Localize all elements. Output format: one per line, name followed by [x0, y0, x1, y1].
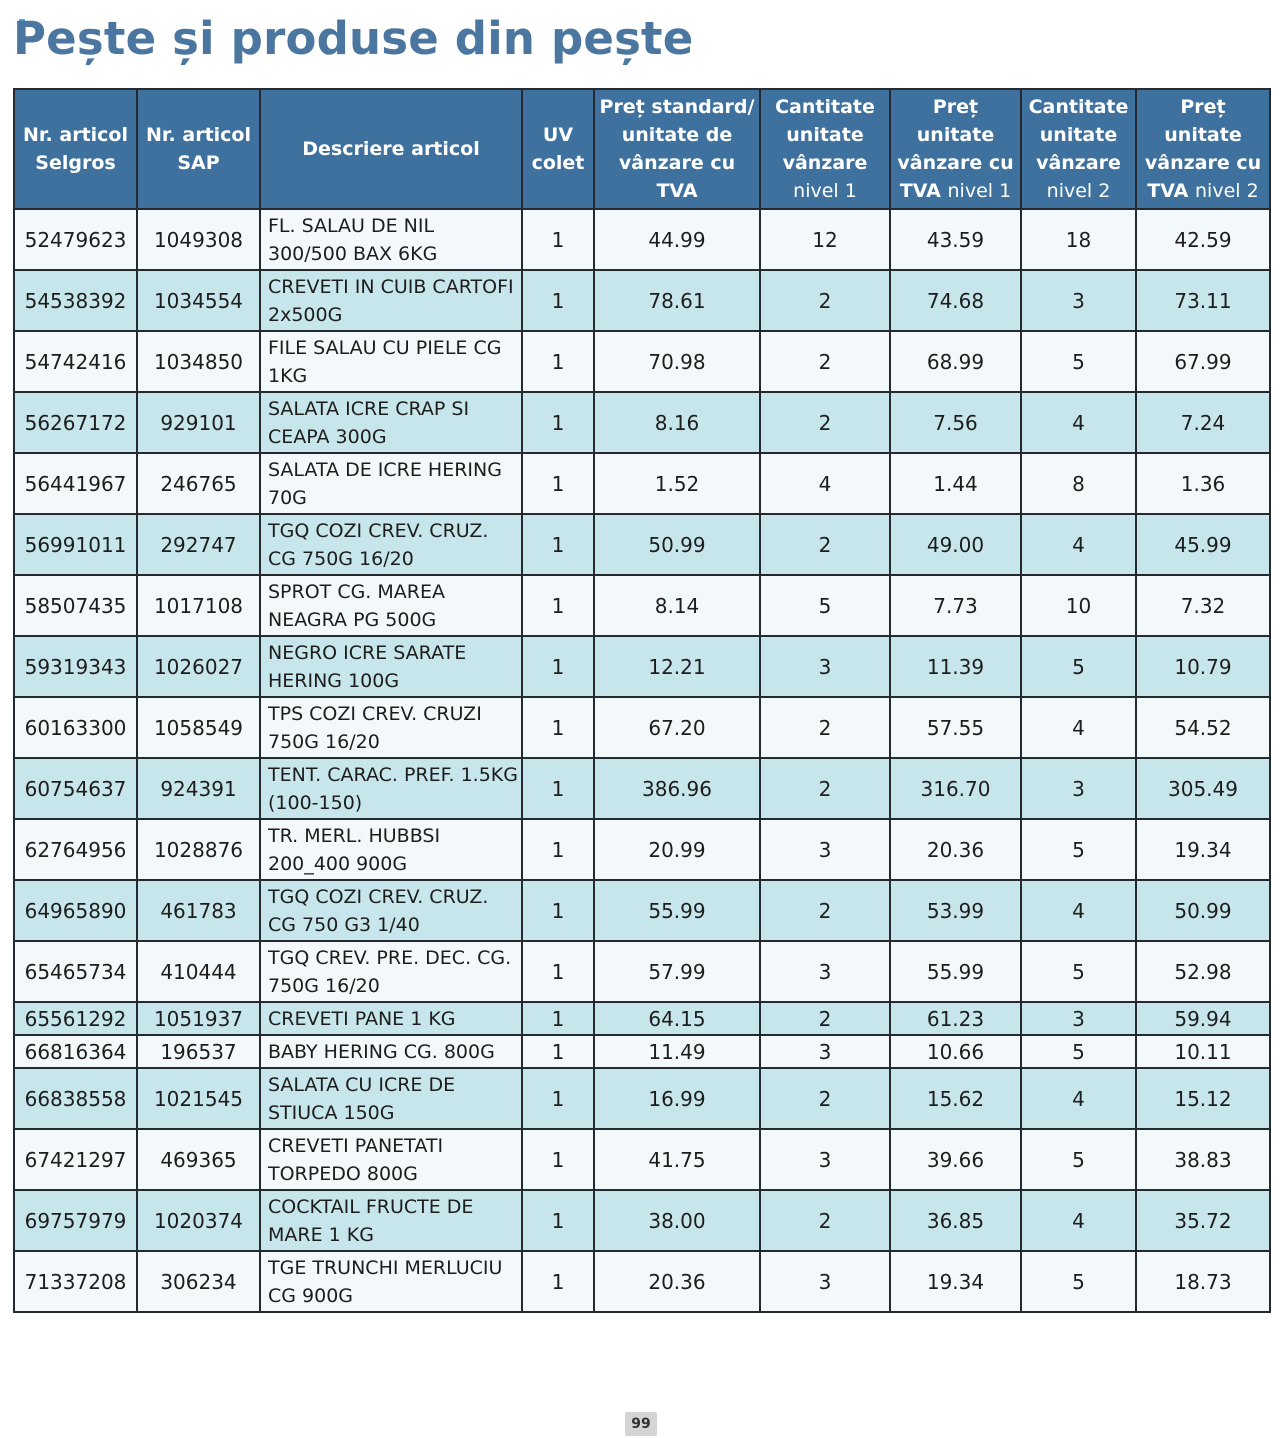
cell-description: SPROT CG. MAREA NEAGRA PG 500G	[260, 575, 522, 636]
cell-sap-id: 461783	[137, 880, 260, 941]
cell-price-level-2: 15.12	[1136, 1068, 1270, 1129]
cell-standard-price: 8.16	[594, 392, 760, 453]
cell-selgros-id: 56267172	[14, 392, 137, 453]
cell-price-level-2: 18.73	[1136, 1251, 1270, 1312]
cell-qty-level-2: 3	[1021, 1002, 1136, 1035]
cell-qty-level-2: 3	[1021, 758, 1136, 819]
cell-standard-price: 12.21	[594, 636, 760, 697]
cell-price-level-1: 61.23	[890, 1002, 1021, 1035]
cell-description: FILE SALAU CU PIELE CG 1KG	[260, 331, 522, 392]
header-selgros-id	[14, 89, 137, 209]
cell-sap-id: 1034554	[137, 270, 260, 331]
header-label: Nr. articol Selgros	[22, 124, 128, 174]
cell-uv-colet: 1	[522, 1190, 594, 1251]
table-row	[14, 1035, 1270, 1068]
cell-price-level-2: 67.99	[1136, 331, 1270, 392]
cell-standard-price: 38.00	[594, 1190, 760, 1251]
cell-qty-level-1: 2	[760, 331, 890, 392]
cell-uv-colet: 1	[522, 514, 594, 575]
table-row	[14, 941, 1270, 1002]
cell-price-level-2: 38.83	[1136, 1129, 1270, 1190]
cell-price-level-2: 10.11	[1136, 1035, 1270, 1068]
cell-uv-colet: 1	[522, 758, 594, 819]
page-number: 99	[625, 1412, 657, 1436]
cell-price-level-1: 53.99	[890, 880, 1021, 941]
cell-standard-price: 44.99	[594, 209, 760, 270]
cell-qty-level-2: 5	[1021, 636, 1136, 697]
cell-selgros-id: 65465734	[14, 941, 137, 1002]
cell-standard-price: 57.99	[594, 941, 760, 1002]
cell-sap-id: 306234	[137, 1251, 260, 1312]
cell-selgros-id: 60754637	[14, 758, 137, 819]
header-qty-level-1	[760, 89, 890, 209]
cell-description: BABY HERING CG. 800G	[260, 1035, 522, 1068]
cell-qty-level-1: 2	[760, 880, 890, 941]
header-label: UV colet	[531, 124, 585, 174]
table-row	[14, 697, 1270, 758]
cell-selgros-id: 66816364	[14, 1035, 137, 1068]
cell-price-level-2: 42.59	[1136, 209, 1270, 270]
cell-description: TPS COZI CREV. CRUZI 750G 16/20	[260, 697, 522, 758]
cell-qty-level-1: 2	[760, 1068, 890, 1129]
cell-uv-colet: 1	[522, 880, 594, 941]
cell-qty-level-2: 18	[1021, 209, 1136, 270]
header-sap-id	[137, 89, 260, 209]
cell-description: CREVETI IN CUIB CARTOFI 2x500G	[260, 270, 522, 331]
cell-uv-colet: 1	[522, 209, 594, 270]
cell-selgros-id: 58507435	[14, 575, 137, 636]
cell-qty-level-1: 3	[760, 1035, 890, 1068]
cell-qty-level-1: 2	[760, 697, 890, 758]
cell-qty-level-1: 3	[760, 1251, 890, 1312]
cell-uv-colet: 1	[522, 1035, 594, 1068]
table-row	[14, 1129, 1270, 1190]
cell-price-level-1: 49.00	[890, 514, 1021, 575]
cell-sap-id: 1051937	[137, 1002, 260, 1035]
header-level-label: nivel 2	[1046, 180, 1111, 202]
cell-sap-id: 1028876	[137, 819, 260, 880]
cell-sap-id: 469365	[137, 1129, 260, 1190]
header-uv-colet	[522, 89, 594, 209]
header-label: Preț standard/ unitate de vânzare cu TVA	[599, 96, 755, 202]
cell-qty-level-1: 3	[760, 941, 890, 1002]
cell-selgros-id: 54538392	[14, 270, 137, 331]
header-label: Preț unitate vânzare cu TVA	[897, 96, 1014, 202]
cell-price-level-2: 10.79	[1136, 636, 1270, 697]
cell-description: SALATA CU ICRE DE STIUCA 150G	[260, 1068, 522, 1129]
cell-qty-level-2: 4	[1021, 880, 1136, 941]
cell-qty-level-1: 2	[760, 758, 890, 819]
cell-qty-level-2: 5	[1021, 331, 1136, 392]
cell-price-level-2: 54.52	[1136, 697, 1270, 758]
cell-description: NEGRO ICRE SARATE HERING 100G	[260, 636, 522, 697]
cell-selgros-id: 60163300	[14, 697, 137, 758]
table-row	[14, 453, 1270, 514]
cell-selgros-id: 56991011	[14, 514, 137, 575]
cell-standard-price: 50.99	[594, 514, 760, 575]
cell-description: CREVETI PANE 1 KG	[260, 1002, 522, 1035]
cell-sap-id: 1020374	[137, 1190, 260, 1251]
cell-standard-price: 386.96	[594, 758, 760, 819]
cell-price-level-1: 15.62	[890, 1068, 1021, 1129]
cell-uv-colet: 1	[522, 941, 594, 1002]
cell-standard-price: 20.99	[594, 819, 760, 880]
cell-sap-id: 1034850	[137, 331, 260, 392]
cell-price-level-2: 7.24	[1136, 392, 1270, 453]
table-row	[14, 819, 1270, 880]
cell-uv-colet: 1	[522, 331, 594, 392]
cell-description: TENT. CARAC. PREF. 1.5KG (100-150)	[260, 758, 522, 819]
cell-price-level-2: 45.99	[1136, 514, 1270, 575]
cell-qty-level-2: 5	[1021, 1129, 1136, 1190]
cell-sap-id: 246765	[137, 453, 260, 514]
cell-qty-level-2: 4	[1021, 514, 1136, 575]
cell-standard-price: 16.99	[594, 1068, 760, 1129]
cell-uv-colet: 1	[522, 697, 594, 758]
header-label: Nr. articol SAP	[145, 124, 251, 174]
cell-sap-id: 1021545	[137, 1068, 260, 1129]
cell-description: TGQ COZI CREV. CRUZ. CG 750G 16/20	[260, 514, 522, 575]
cell-price-level-1: 43.59	[890, 209, 1021, 270]
cell-standard-price: 78.61	[594, 270, 760, 331]
table-row	[14, 758, 1270, 819]
cell-qty-level-2: 3	[1021, 270, 1136, 331]
cell-qty-level-1: 2	[760, 1190, 890, 1251]
cell-price-level-1: 20.36	[890, 819, 1021, 880]
cell-standard-price: 41.75	[594, 1129, 760, 1190]
cell-uv-colet: 1	[522, 1251, 594, 1312]
cell-price-level-2: 1.36	[1136, 453, 1270, 514]
cell-qty-level-2: 5	[1021, 941, 1136, 1002]
cell-qty-level-1: 3	[760, 1129, 890, 1190]
table-row	[14, 1068, 1270, 1129]
cell-price-level-2: 52.98	[1136, 941, 1270, 1002]
cell-description: SALATA DE ICRE HERING 70G	[260, 453, 522, 514]
cell-price-level-1: 74.68	[890, 270, 1021, 331]
cell-selgros-id: 62764956	[14, 819, 137, 880]
cell-price-level-1: 316.70	[890, 758, 1021, 819]
cell-qty-level-2: 4	[1021, 392, 1136, 453]
header-price-level-1	[890, 89, 1021, 209]
cell-sap-id: 1017108	[137, 575, 260, 636]
cell-qty-level-1: 3	[760, 636, 890, 697]
cell-description: TGQ COZI CREV. CRUZ. CG 750 G3 1/40	[260, 880, 522, 941]
cell-qty-level-2: 4	[1021, 1190, 1136, 1251]
cell-selgros-id: 69757979	[14, 1190, 137, 1251]
cell-standard-price: 8.14	[594, 575, 760, 636]
cell-sap-id: 924391	[137, 758, 260, 819]
cell-uv-colet: 1	[522, 453, 594, 514]
cell-description: CREVETI PANETATI TORPEDO 800G	[260, 1129, 522, 1190]
cell-qty-level-1: 4	[760, 453, 890, 514]
cell-standard-price: 11.49	[594, 1035, 760, 1068]
header-label: Descriere articol	[302, 138, 480, 160]
table-row	[14, 1251, 1270, 1312]
cell-qty-level-2: 5	[1021, 1251, 1136, 1312]
cell-sap-id: 410444	[137, 941, 260, 1002]
cell-selgros-id: 67421297	[14, 1129, 137, 1190]
cell-price-level-1: 19.34	[890, 1251, 1021, 1312]
header-label: Preț unitate vânzare cu TVA	[1144, 96, 1262, 202]
header-level-label: nivel 1	[793, 180, 857, 202]
header-level-label: nivel 2	[1195, 180, 1259, 202]
header-qty-level-2	[1021, 89, 1136, 209]
cell-standard-price: 64.15	[594, 1002, 760, 1035]
cell-qty-level-2: 10	[1021, 575, 1136, 636]
cell-qty-level-1: 5	[760, 575, 890, 636]
table-row	[14, 575, 1270, 636]
table-row	[14, 1190, 1270, 1251]
table-row	[14, 209, 1270, 270]
cell-price-level-1: 36.85	[890, 1190, 1021, 1251]
cell-selgros-id: 59319343	[14, 636, 137, 697]
table-row	[14, 331, 1270, 392]
table-row	[14, 270, 1270, 331]
cell-description: COCKTAIL FRUCTE DE MARE 1 KG	[260, 1190, 522, 1251]
cell-price-level-1: 11.39	[890, 636, 1021, 697]
cell-qty-level-2: 8	[1021, 453, 1136, 514]
cell-price-level-2: 73.11	[1136, 270, 1270, 331]
cell-selgros-id: 71337208	[14, 1251, 137, 1312]
cell-price-level-1: 7.73	[890, 575, 1021, 636]
cell-price-level-2: 305.49	[1136, 758, 1270, 819]
cell-standard-price: 67.20	[594, 697, 760, 758]
cell-qty-level-1: 2	[760, 270, 890, 331]
cell-price-level-1: 55.99	[890, 941, 1021, 1002]
cell-selgros-id: 66838558	[14, 1068, 137, 1129]
cell-selgros-id: 65561292	[14, 1002, 137, 1035]
table-row	[14, 636, 1270, 697]
cell-selgros-id: 56441967	[14, 453, 137, 514]
cell-price-level-1: 39.66	[890, 1129, 1021, 1190]
cell-sap-id: 292747	[137, 514, 260, 575]
cell-standard-price: 20.36	[594, 1251, 760, 1312]
cell-selgros-id: 54742416	[14, 331, 137, 392]
cell-price-level-1: 1.44	[890, 453, 1021, 514]
cell-description: TR. MERL. HUBBSI 200_400 900G	[260, 819, 522, 880]
cell-uv-colet: 1	[522, 636, 594, 697]
cell-description: FL. SALAU DE NIL 300/500 BAX 6KG	[260, 209, 522, 270]
table-row	[14, 514, 1270, 575]
cell-uv-colet: 1	[522, 392, 594, 453]
cell-price-level-2: 50.99	[1136, 880, 1270, 941]
cell-price-level-1: 57.55	[890, 697, 1021, 758]
cell-price-level-2: 19.34	[1136, 819, 1270, 880]
cell-sap-id: 1058549	[137, 697, 260, 758]
cell-description: TGE TRUNCHI MERLUCIU CG 900G	[260, 1251, 522, 1312]
header-price-level-2	[1136, 89, 1270, 209]
cell-standard-price: 1.52	[594, 453, 760, 514]
cell-uv-colet: 1	[522, 1002, 594, 1035]
cell-uv-colet: 1	[522, 1129, 594, 1190]
cell-qty-level-2: 5	[1021, 1035, 1136, 1068]
page-title: Pește și produse din pește	[13, 12, 694, 65]
cell-sap-id: 1026027	[137, 636, 260, 697]
cell-price-level-2: 7.32	[1136, 575, 1270, 636]
cell-qty-level-1: 2	[760, 392, 890, 453]
cell-qty-level-1: 2	[760, 1002, 890, 1035]
table-body	[14, 209, 1270, 1312]
cell-uv-colet: 1	[522, 575, 594, 636]
cell-sap-id: 929101	[137, 392, 260, 453]
header-description	[260, 89, 522, 209]
cell-selgros-id: 64965890	[14, 880, 137, 941]
cell-qty-level-1: 3	[760, 819, 890, 880]
cell-uv-colet: 1	[522, 1068, 594, 1129]
cell-standard-price: 70.98	[594, 331, 760, 392]
cell-price-level-1: 68.99	[890, 331, 1021, 392]
cell-price-level-1: 10.66	[890, 1035, 1021, 1068]
table-row	[14, 392, 1270, 453]
cell-description: TGQ CREV. PRE. DEC. CG. 750G 16/20	[260, 941, 522, 1002]
cell-price-level-2: 35.72	[1136, 1190, 1270, 1251]
table-header-row	[14, 89, 1270, 209]
cell-description: SALATA ICRE CRAP SI CEAPA 300G	[260, 392, 522, 453]
cell-price-level-2: 59.94	[1136, 1002, 1270, 1035]
cell-price-level-1: 7.56	[890, 392, 1021, 453]
cell-qty-level-1: 2	[760, 514, 890, 575]
header-level-label: nivel 1	[947, 180, 1012, 202]
cell-selgros-id: 52479623	[14, 209, 137, 270]
table-row	[14, 1002, 1270, 1035]
cell-sap-id: 196537	[137, 1035, 260, 1068]
header-label: Cantitate unitate vânzare	[775, 96, 875, 174]
cell-qty-level-2: 4	[1021, 1068, 1136, 1129]
cell-uv-colet: 1	[522, 819, 594, 880]
price-table	[13, 88, 1271, 1313]
cell-qty-level-2: 4	[1021, 697, 1136, 758]
table-row	[14, 880, 1270, 941]
cell-qty-level-1: 12	[760, 209, 890, 270]
cell-uv-colet: 1	[522, 270, 594, 331]
cell-sap-id: 1049308	[137, 209, 260, 270]
cell-standard-price: 55.99	[594, 880, 760, 941]
header-standard-price	[594, 89, 760, 209]
cell-qty-level-2: 5	[1021, 819, 1136, 880]
header-label: Cantitate unitate vânzare	[1028, 96, 1129, 174]
